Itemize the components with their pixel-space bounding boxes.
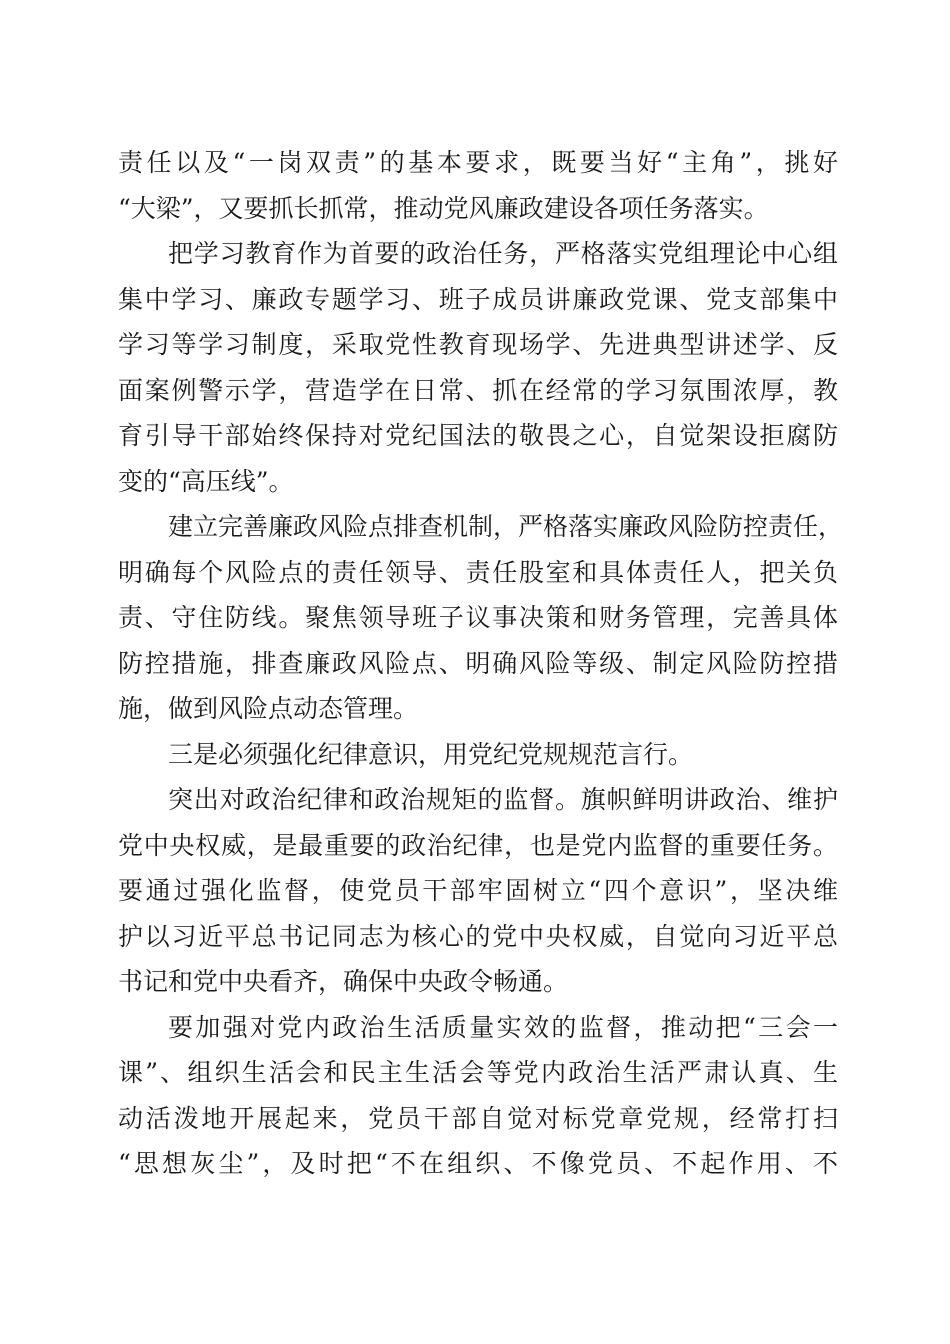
text-line: 把学习教育作为首要的政治任务，严格落实党组理论中心组	[168, 239, 838, 268]
text-line: 突出对政治纪律和政治规矩的监督。旗帜鲜明讲政治、维护	[168, 785, 838, 814]
text-line: 党中央权威，是最重要的政治纪律，也是党内监督的重要任务。	[118, 830, 838, 860]
text-line: 要加强对党内政治生活质量实效的监督，推动把“三会一	[168, 1012, 838, 1042]
paragraph	[118, 140, 838, 231]
paragraph	[118, 732, 838, 778]
paragraph	[118, 504, 844, 732]
text-line: “思想灰尘”，及时把“不在组织、不像党员、不起作用、不	[118, 1149, 838, 1178]
text-line: 防控措施，排查廉政风险点、明确风险等级、制定风险防控措	[118, 648, 838, 678]
text-line: 课”、组织生活会和民主生活会等党内政治生活严肃认真、生	[118, 1058, 838, 1087]
text-line: 责任以及“一岗双责”的基本要求，既要当好“主角”，挑好	[118, 148, 838, 177]
text-line: 动活泼地开展起来，党员干部自觉对标党章党规，经常打扫	[118, 1103, 838, 1133]
text-line: 三是必须强化纪律意识，用党纪党规规范言行。	[168, 739, 694, 769]
text-line: “大梁”，又要抓长抓常，推动党风廉政建设各项任务落实。	[118, 193, 769, 223]
text-line: 变的“高压线”。	[118, 466, 294, 496]
text-line: 责、守住防线。聚焦领导班子议事决策和财务管理，完善具体	[118, 603, 838, 632]
text-line: 明确每个风险点的责任领导、责任股室和具体责任人，把关负	[118, 557, 838, 587]
text-line: 育引导干部始终保持对党纪国法的敬畏之心，自觉架设拒腐防	[118, 421, 838, 450]
text-line: 要通过强化监督，使党员干部牢固树立“四个意识”，坚决维	[118, 876, 838, 905]
paragraph	[118, 1005, 838, 1187]
text-line: 书记和党中央看齐，确保中央政令畅通。	[118, 967, 569, 996]
document-body	[118, 140, 844, 1187]
text-line: 护以习近平总书记同志为核心的党中央权威，自觉向习近平总	[118, 921, 838, 951]
paragraph	[118, 231, 838, 504]
text-line: 集中学习、廉政专题学习、班子成员讲廉政党课、党支部集中	[118, 284, 838, 314]
text-line: 面案例警示学，营造学在日常、抓在经常的学习氛围浓厚，教	[118, 375, 838, 405]
paragraph	[118, 777, 838, 1005]
text-line: 建立完善廉政风险点排查机制，严格落实廉政风险防控责任，	[168, 512, 844, 541]
text-line: 学习等学习制度，采取党性教育现场学、先进典型讲述学、反	[118, 330, 838, 359]
text-line: 施，做到风险点动态管理。	[118, 694, 419, 723]
